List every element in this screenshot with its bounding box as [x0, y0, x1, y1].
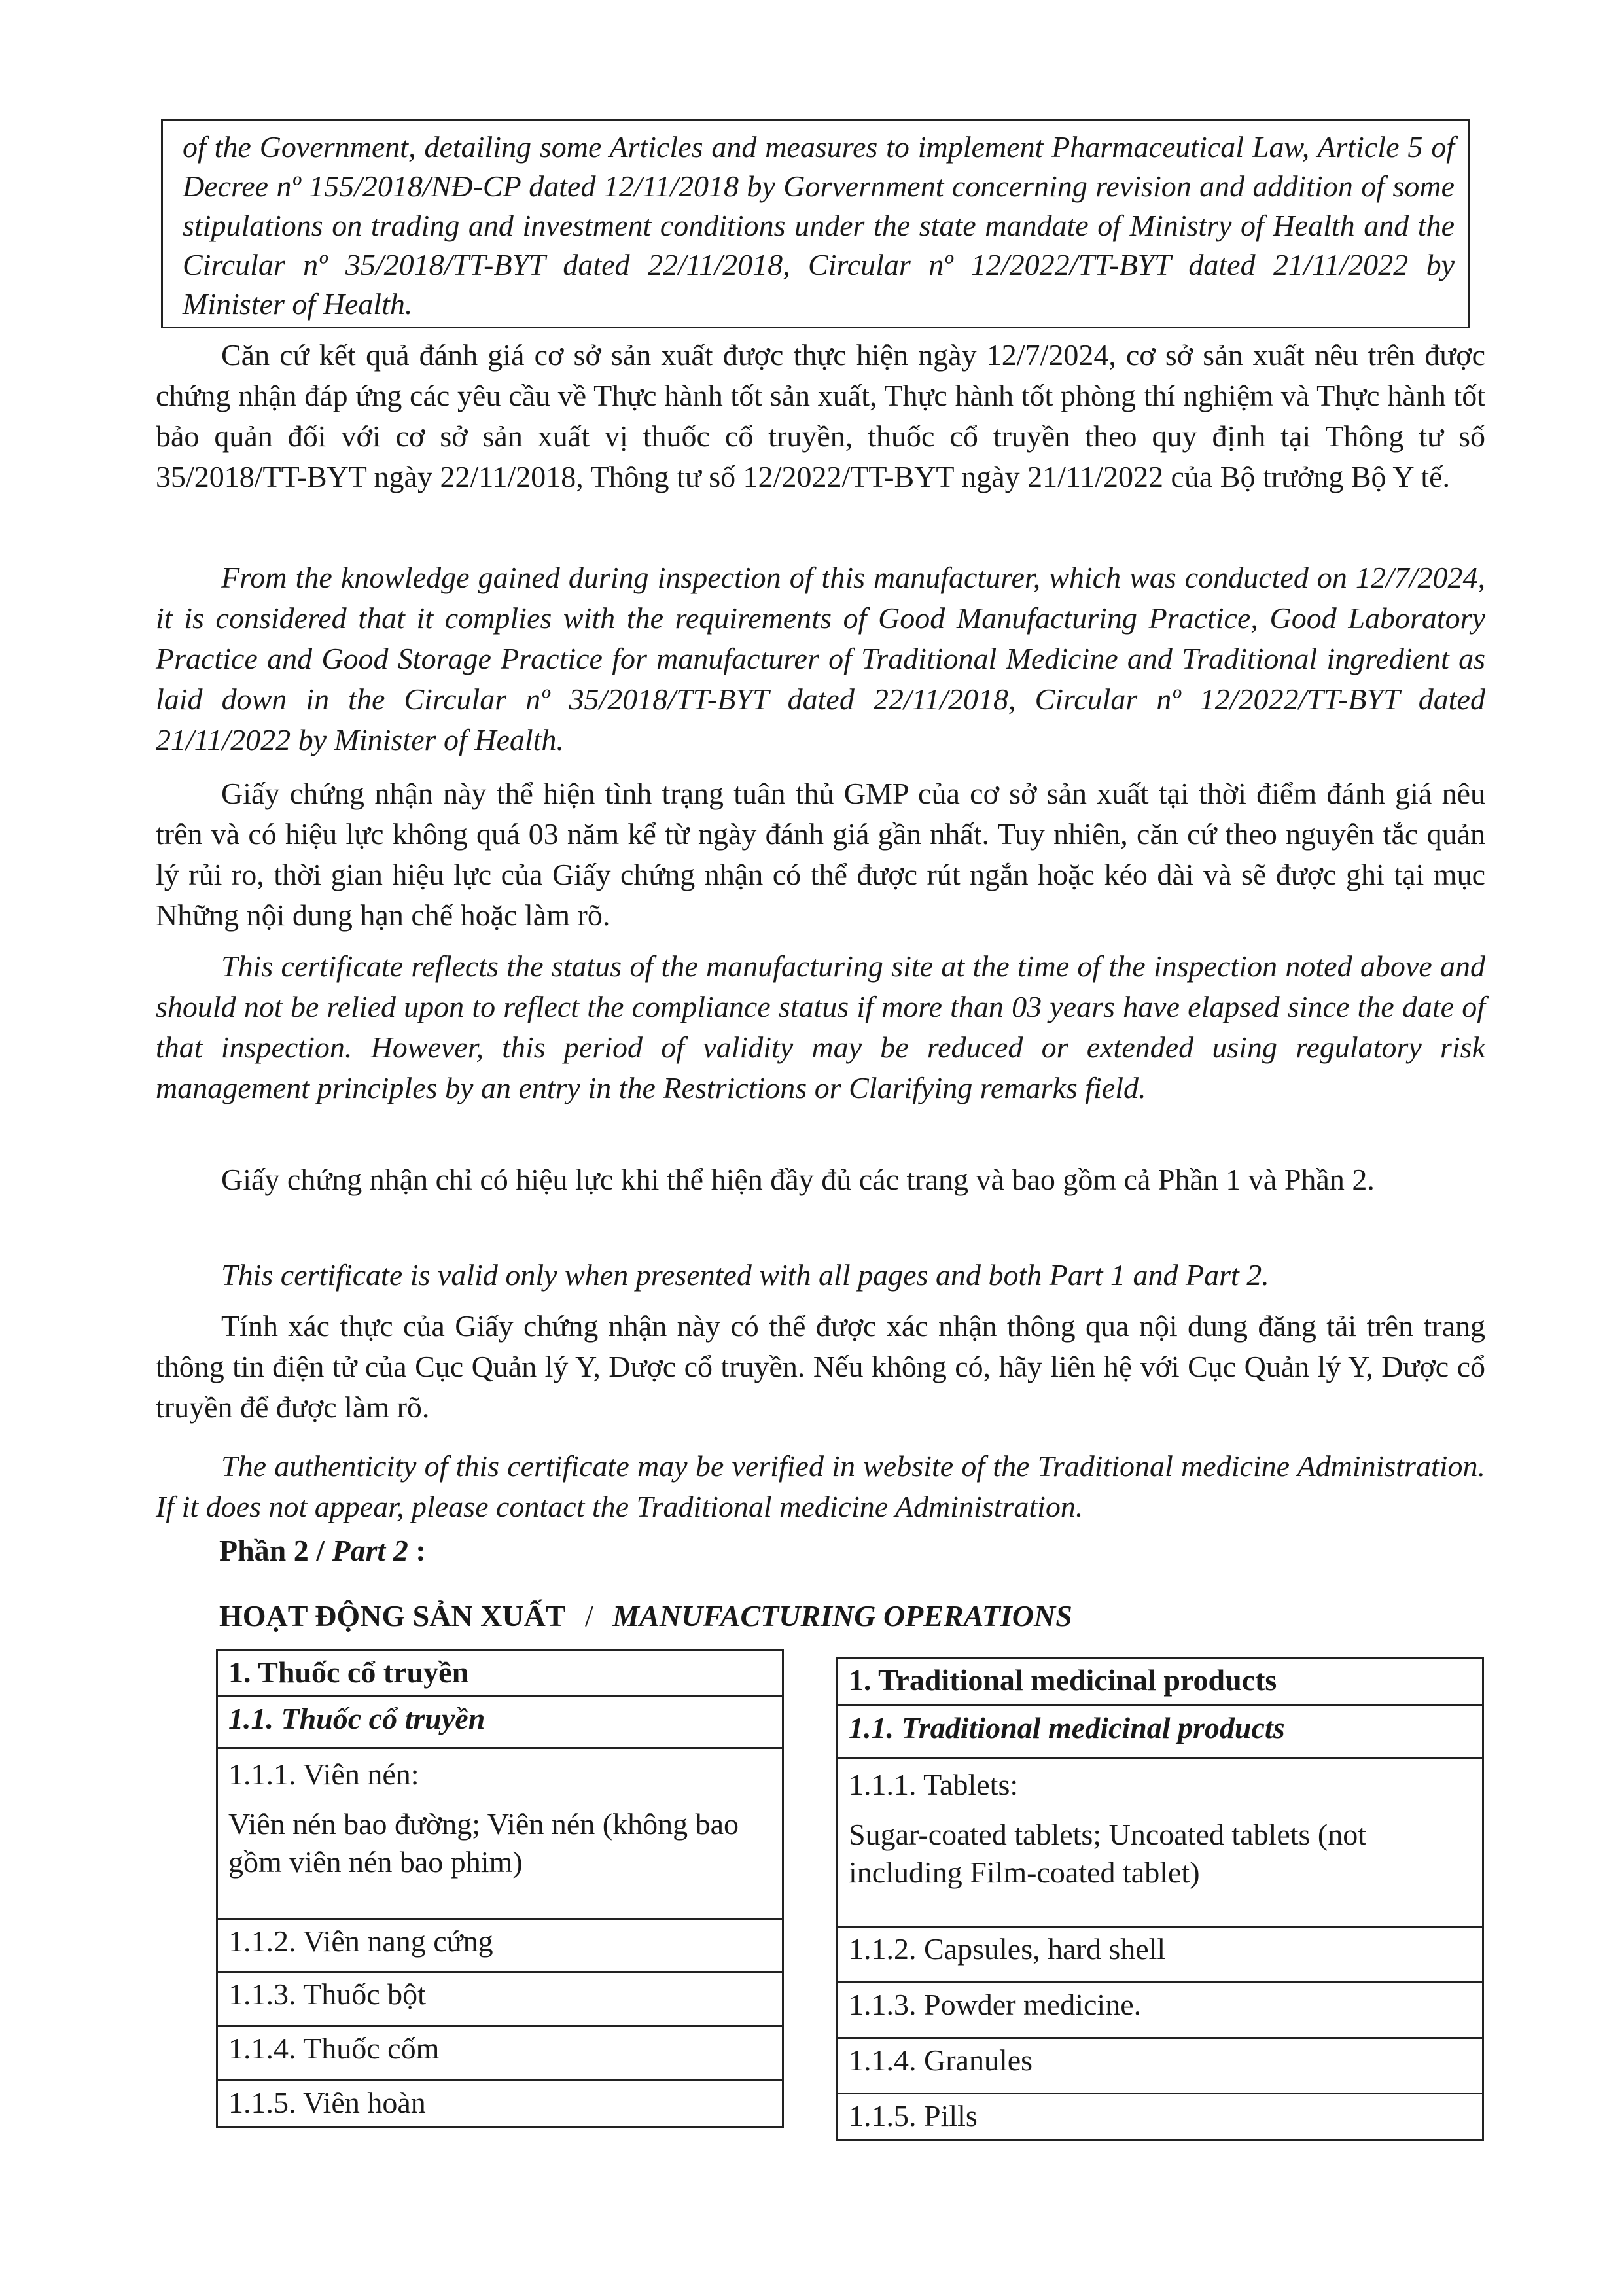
table-en-row-capsules: 1.1.2. Capsules, hard shell — [836, 1926, 1484, 1983]
manufacturing-operations-heading — [219, 1597, 1072, 1636]
table-en-row-granules: 1.1.4. Granules — [836, 2037, 1484, 2094]
paragraph-validity-en: This certificate reflects the status of the manufacturing site at the time of the inspection noted above and should not be relied upon to reflect the compliance status if more than 03 years have elapsed since the date of that inspection. However, this period of validity may be reduced or extended using regulatory risk management principles by an entry in the Restrictions or Clarifying remarks field. — [156, 949, 1485, 1104]
table-vi-tablets-title: 1.1.1. Viên nén: — [228, 1757, 419, 1791]
part-heading-vi: Phần 2 / — [219, 1534, 325, 1567]
regulation-reference-text: of the Government, detailing some Articles and measures to implement Pharmaceutical Law, Article 5 of Decree nº 155/2018/NĐ-CP dated 12/11/2018 by Gorvernment concerning revision and addition of some stipulations on trading and investment conditions under the state mandate of Ministry of Health and the Circular nº 35/2018/TT-BYT dated 22/11/2018, Circular nº 12/2022/TT-BYT dated 21/11/2022 by Minister of Health. — [183, 130, 1455, 321]
paragraph-assessment-en: From the knowledge gained during inspection of this manufacturer, which was conducted on 12/7/2024, it is considered that it complies with the requirements of Good Manufacturing Practice, Good Laboratory Practice and Good Storage Practice for manufacturer of Traditional Medicine and Traditional ingredient as laid down in the Circular nº 35/2018/TT-BYT dated 22/11/2018, Circular nº 12/2022/TT-BYT dated 21/11/2022 by Minister of Health. — [156, 561, 1485, 756]
table-en-subheader: 1.1. Traditional medicinal products — [836, 1704, 1484, 1759]
table-en-header: 1. Traditional medicinal products — [836, 1657, 1484, 1706]
paragraph-authenticity-en: The authenticity of this certificate may be verified in website of the Traditional medicine Administration. If it does not appear, please contact the Traditional medicine Administration. — [156, 1449, 1485, 1523]
table-vi-row-powder: 1.1.3. Thuốc bột — [216, 1971, 784, 2027]
table-en-row-powder: 1.1.3. Powder medicine. — [836, 1981, 1484, 2039]
table-en-row-tablets — [836, 1757, 1484, 1928]
table-vi-row-tablets — [216, 1747, 784, 1920]
part-heading-colon: : — [415, 1534, 426, 1567]
ops-heading-en: MANUFACTURING OPERATIONS — [612, 1599, 1072, 1633]
regulation-reference-box — [161, 119, 1470, 328]
part-heading-en: Part 2 — [332, 1534, 408, 1567]
paragraph-assessment-vi: Căn cứ kết quả đánh giá cơ sở sản xuất được thực hiện ngày 12/7/2024, cơ sở sản xuất nêu trên được chứng nhận đáp ứng các yêu cầu về Thực hành tốt sản xuất, Thực hành tốt phòng thí nghiệm và Thực hành tốt bảo quản đối với cơ sở sản xuất vị thuốc cổ truyền, thuốc cổ truyền theo quy định tại Thông tư số 35/2018/TT-BYT ngày 22/11/2018, Thông tư số 12/2022/TT-BYT ngày 21/11/2022 của Bộ trưởng Bộ Y tế. — [156, 338, 1485, 493]
paragraph-authenticity-vi: Tính xác thực của Giấy chứng nhận này có thể được xác nhận thông qua nội dung đăng tải trên trang thông tin điện tử của Cục Quản lý Y, Dược cổ truyền. Nếu không có, hãy liên hệ với Cục Quản lý Y, Dược cổ truyền để được làm rõ. — [156, 1309, 1485, 1424]
ops-heading-vi: HOẠT ĐỘNG SẢN XUẤT — [219, 1599, 566, 1633]
paragraph-pages-vi: Giấy chứng nhận chỉ có hiệu lực khi thể hiện đầy đủ các trang và bao gồm cả Phần 1 và Phần 2. — [221, 1163, 1375, 1196]
paragraph-validity-vi: Giấy chứng nhận này thể hiện tình trạng tuân thủ GMP của cơ sở sản xuất tại thời điểm đánh giá nêu trên và có hiệu lực không quá 03 năm kể từ ngày đánh giá gần nhất. Tuy nhiên, căn cứ theo nguyên tắc quản lý rủi ro, thời gian hiệu lực của Giấy chứng nhận có thể được rút ngắn hoặc kéo dài và sẽ được ghi tại mục Những nội dung hạn chế hoặc làm rõ. — [156, 777, 1485, 932]
table-vi-header: 1. Thuốc cổ truyền — [216, 1649, 784, 1697]
table-en-tablets-title: 1.1.1. Tablets: — [849, 1768, 1019, 1801]
paragraph-pages-en: This certificate is valid only when presented with all pages and both Part 1 and Part 2. — [221, 1258, 1269, 1292]
table-vi-row-pills: 1.1.5. Viên hoàn — [216, 2079, 784, 2128]
ops-heading-separator: / — [585, 1599, 593, 1633]
table-vi-tablets-desc: Viên nén bao đường; Viên nén (không bao gồm viên nén bao phim) — [228, 1807, 739, 1879]
part-2-heading — [219, 1531, 426, 1570]
table-vi-row-capsules: 1.1.2. Viên nang cứng — [216, 1918, 784, 1973]
table-en-row-pills: 1.1.5. Pills — [836, 2093, 1484, 2141]
table-en-tablets-desc: Sugar-coated tablets; Uncoated tablets (not including Film-coated tablet) — [849, 1818, 1367, 1889]
table-vi-row-granules: 1.1.4. Thuốc cốm — [216, 2025, 784, 2081]
table-vi-subheader: 1.1. Thuốc cổ truyền — [216, 1695, 784, 1749]
